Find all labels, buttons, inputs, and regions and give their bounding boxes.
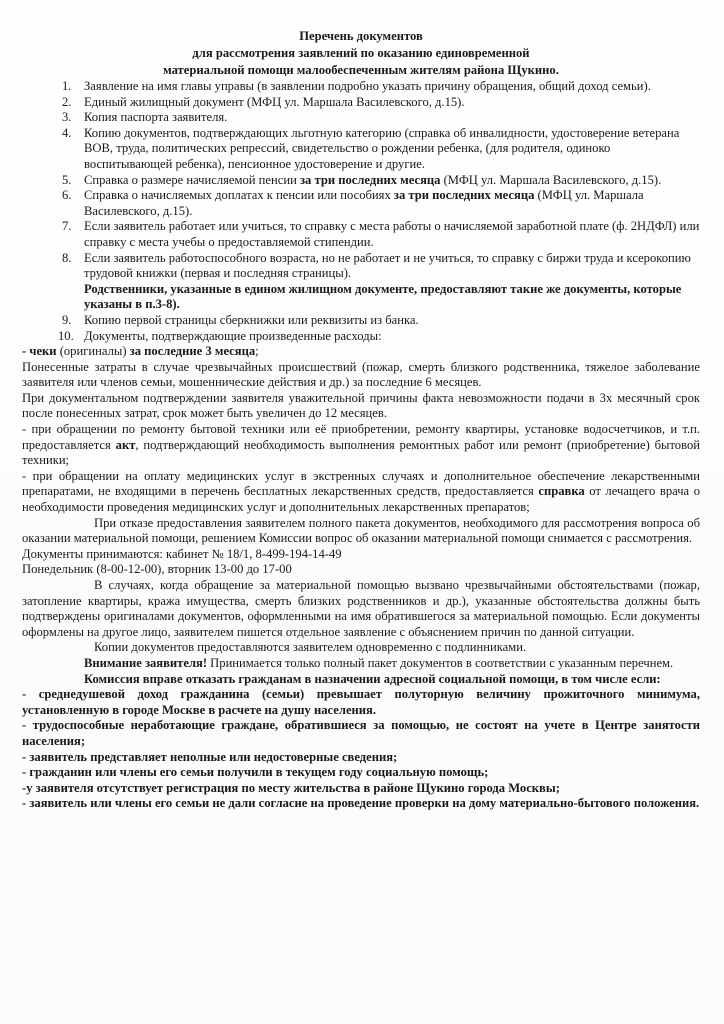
criteria-list [22, 687, 700, 812]
criteria-item: - среднедушевой доход гражданина (семьи) превышает полуторную величину прожиточного минимума, установленную в городе Москве в расчете на душу населения. [22, 687, 700, 717]
list-item: 8. Если заявитель работоспособного возраста, но не работает и не учиться, то справку с биржи труда и ксерокопию трудовой книжки (первая и последняя страницы). [62, 250, 691, 281]
title-line-3: материальной помощи малообеспеченным жителям района Щукино. [163, 63, 559, 77]
list-item: 6. Справка о начисляемых доплатах к пенсии или пособиях за три последних месяца (МФЦ ул. Маршала Василевского, д.15). [62, 188, 644, 218]
criteria-item: - заявитель представляет неполные или недостоверные сведения; [22, 749, 398, 764]
criteria-item: -у заявителя отсутствует регистрация по месту жительства в районе Щукино города Москвы; [22, 780, 560, 795]
list-item: 3. Копия паспорта заявителя. [62, 110, 228, 125]
criteria-item: - заявитель или члены его семьи не дали согласие на проведение проверки на дому материально-бытового положения. [22, 796, 700, 811]
emergency-cases-paragraph: В случаях, когда обращение за материальной помощью вызвано чрезвычайными обстоятельствами (пожар, затопление квартиры, кража имущества, смерть близких родственников и др.), указанные обстоятельства должны быть подтверждены оригиналами документов, оформленными на имя обратившегося за материальной помощью. Если документы оформлены на другое лицо, заявителем пишется отдельное заявление с объяснением причин по данной ситуации. [22, 578, 700, 639]
list-item: 10. Документы, подтверждающие произведенные расходы: [58, 328, 382, 343]
repair-paragraph: - при обращении по ремонту бытовой техники или её приобретении, ремонту квартиры, установке водосчетчиков, и т.п. предоставляется акт, подтверждающий необходимость выполнения ремонтных работ или ремонт (приобретение) бытовой техники; [22, 422, 700, 468]
document-title [22, 28, 700, 79]
warning-paragraph: Внимание заявителя! Принимается только полный пакет документов в соответствии с указанным перечнем. [84, 655, 674, 670]
copies-line: Копии документов предоставляются заявителем одновременно с подлинниками. [94, 640, 527, 655]
list-item: 4. Копию документов, подтверждающих льготную категорию (справка об инвалидности, удостоверение ветерана ВОВ, труда, политических репрессий, свидетельство о рождении ребенка, (для родителя, одиноко воспитывающей ребенка), пенсионное удостоверение и другие. [62, 125, 680, 171]
relatives-note: Родственники, указанные в едином жилищном документе, предоставляют такие же документы, которые указаны в п.3-8). [84, 281, 682, 312]
accepted-line: Документы принимаются: кабинет № 18/1, 8-499-194-14-49 [22, 546, 342, 561]
documented-extension-paragraph: При документальном подтверждении заявителя уважительной причины факта невозможности подачи в 3х месячный срок после понесенных затрат, срок может быть увеличен до 12 месяцев. [22, 390, 700, 421]
schedule-line: Понедельник (8-00-12-00), вторник 13-00 до 17-00 [22, 562, 292, 577]
title-line-1: Перечень документов [299, 29, 423, 43]
criteria-item: - трудоспособные неработающие граждане, обратившиеся за помощью, не состоят на учете в Центре занятости населения; [22, 718, 700, 748]
commission-paragraph: Комиссия вправе отказать гражданам в назначении адресной социальной помощи, в том числе если: [84, 671, 661, 686]
list-item: 2. Единый жилищный документ (МФЦ ул. Маршала Василевского, д.15). [62, 94, 465, 109]
emergency-expenses-paragraph: Понесенные затраты в случае чрезвычайных происшествий (пожар, смерть близкого родственника, тяжелое заболевание заявителя или членов семьи, мошеннические действия и др.) за последние 6 месяцев. [22, 359, 700, 390]
medical-paragraph: - при обращении на оплату медицинских услуг в экстренных случаях и дополнительное обеспечение лекарственными препаратами, не входящими в перечень бесплатных лекарственных средств, предоставляется справка от лечащего врача о необходимости проведения медицинских услуг и дополнительных лекарственных препаратов; [22, 468, 700, 515]
documents-list-continued [22, 313, 700, 344]
list-item: 5. Справка о размере начисляемой пенсии за три последних месяца (МФЦ ул. Маршала Василевского, д.15). [62, 172, 662, 187]
checks-line: - чеки (оригиналы) за последние 3 месяца; [22, 344, 259, 359]
list-item: 1. Заявление на имя главы управы (в заявлении подробно указать причину обращения, общий доход семьи). [62, 79, 651, 93]
refusal-paragraph: При отказе предоставления заявителем полного пакета документов, необходимого для рассмотрения вопроса об оказании материальной помощи, решением Комиссии вопрос об оказании материальной помощи снимается с рассмотрения. [22, 515, 700, 546]
title-line-2: для рассмотрения заявлений по оказанию единовременной [192, 46, 530, 60]
documents-list [22, 79, 700, 282]
list-item: 7. Если заявитель работает или учиться, то справку с места работы о начисляемой заработной плате (ф. 2НДФЛ) или справку с места учебы о предоставляемой стипендии. [62, 219, 700, 249]
criteria-item: - гражданин или члены его семьи получили в текущем году социальную помощь; [22, 765, 489, 780]
list-item: 9. Копию первой страницы сберкнижки или реквизиты из банка. [62, 312, 419, 327]
